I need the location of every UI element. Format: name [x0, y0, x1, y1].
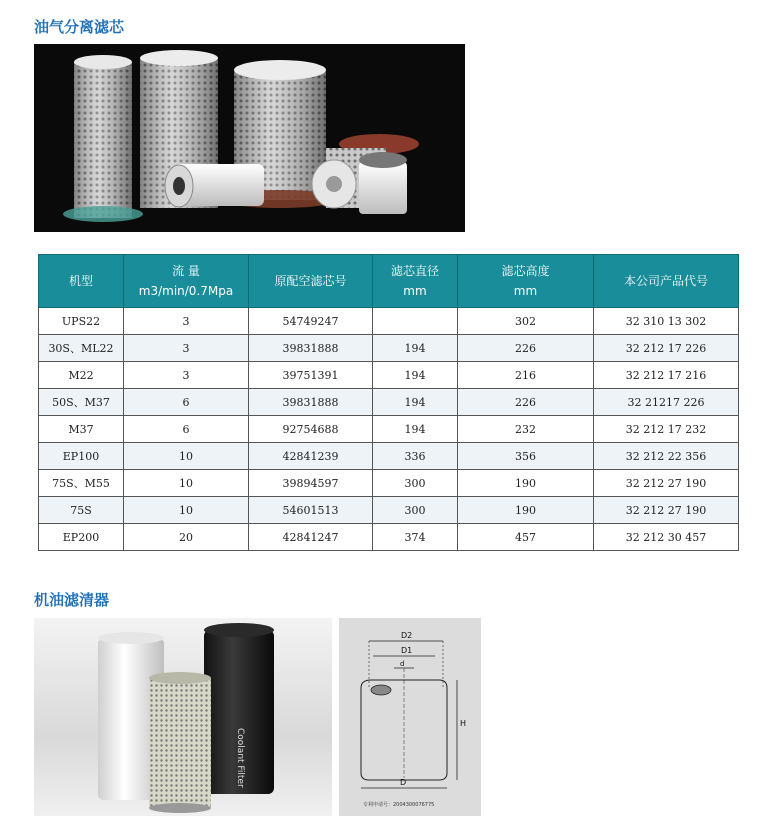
header-flow: 流 量 m3/min/0.7Mpa [124, 255, 249, 308]
cell-diameter: 194 [373, 416, 458, 443]
table-row [39, 308, 739, 335]
cell-model: M37 [39, 416, 124, 443]
cell-diameter: 194 [373, 335, 458, 362]
cell-diameter: 336 [373, 443, 458, 470]
cell-original-part: 92754688 [249, 416, 373, 443]
cell-flow: 3 [124, 335, 249, 362]
table-row [39, 497, 739, 524]
cell-diameter [373, 308, 458, 335]
cell-model: 30S、ML22 [39, 335, 124, 362]
table-row [39, 389, 739, 416]
label-h: H [460, 719, 467, 728]
table-row [39, 362, 739, 389]
cell-original-part: 39894597 [249, 470, 373, 497]
cell-product-code: 32 212 30 457 [594, 524, 739, 551]
cell-model: 50S、M37 [39, 389, 124, 416]
cell-product-code: 32 212 27 190 [594, 497, 739, 524]
cell-model: M22 [39, 362, 124, 389]
cell-product-code: 32 212 27 190 [594, 470, 739, 497]
cell-flow: 10 [124, 470, 249, 497]
label-d1: D1 [401, 646, 413, 655]
cell-height: 226 [458, 389, 594, 416]
cell-diameter: 194 [373, 389, 458, 416]
table-row [39, 470, 739, 497]
cell-product-code: 32 212 17 226 [594, 335, 739, 362]
label-small-d: d [400, 660, 405, 668]
cell-height: 190 [458, 470, 594, 497]
cell-height: 302 [458, 308, 594, 335]
header-diameter: 滤芯直径 mm [373, 255, 458, 308]
cell-product-code: 32 212 17 216 [594, 362, 739, 389]
table-row [39, 443, 739, 470]
label-d2: D2 [401, 631, 413, 640]
cell-diameter: 194 [373, 362, 458, 389]
cell-original-part: 39831888 [249, 335, 373, 362]
separator-filters-photo [34, 44, 465, 232]
cell-diameter: 374 [373, 524, 458, 551]
oil-filter-dimension-diagram [339, 618, 481, 816]
oil-filter-section-title: 机油滤清器 [34, 591, 110, 609]
cell-diameter: 300 [373, 497, 458, 524]
label-big-d: D [400, 778, 407, 787]
coolant-label: Coolant Filter [235, 728, 245, 788]
cell-original-part: 39751391 [249, 362, 373, 389]
cell-height: 226 [458, 335, 594, 362]
cell-original-part: 54601513 [249, 497, 373, 524]
cell-height: 216 [458, 362, 594, 389]
separator-spec-table [38, 254, 739, 551]
cell-flow: 20 [124, 524, 249, 551]
cell-diameter: 300 [373, 470, 458, 497]
cell-flow: 6 [124, 389, 249, 416]
header-model: 机型 [39, 255, 124, 308]
table-row [39, 335, 739, 362]
cell-flow: 10 [124, 443, 249, 470]
cell-flow: 10 [124, 497, 249, 524]
table-body [39, 308, 739, 551]
cell-height: 356 [458, 443, 594, 470]
table-header-row [39, 255, 739, 308]
cell-product-code: 32 310 13 302 [594, 308, 739, 335]
cell-model: 75S [39, 497, 124, 524]
header-original-part: 原配空滤芯号 [249, 255, 373, 308]
patent-number: 专利申请号：2004300076775 [363, 802, 435, 808]
cell-height: 232 [458, 416, 594, 443]
cell-original-part: 39831888 [249, 389, 373, 416]
cell-height: 190 [458, 497, 594, 524]
cell-product-code: 32 212 17 232 [594, 416, 739, 443]
table-row [39, 524, 739, 551]
cell-original-part: 42841239 [249, 443, 373, 470]
header-product-code: 本公司产品代号 [594, 255, 739, 308]
cell-flow: 6 [124, 416, 249, 443]
cell-model: EP200 [39, 524, 124, 551]
cell-model: EP100 [39, 443, 124, 470]
table-row [39, 416, 739, 443]
cell-product-code: 32 212 22 356 [594, 443, 739, 470]
cell-flow: 3 [124, 362, 249, 389]
cell-height: 457 [458, 524, 594, 551]
cell-product-code: 32 21217 226 [594, 389, 739, 416]
oil-filters-photo [34, 618, 332, 816]
cell-flow: 3 [124, 308, 249, 335]
cell-original-part: 42841247 [249, 524, 373, 551]
separator-section-title: 油气分离滤芯 [34, 18, 125, 36]
cell-model: UPS22 [39, 308, 124, 335]
header-height: 滤芯高度 mm [458, 255, 594, 308]
cell-original-part: 54749247 [249, 308, 373, 335]
cell-model: 75S、M55 [39, 470, 124, 497]
